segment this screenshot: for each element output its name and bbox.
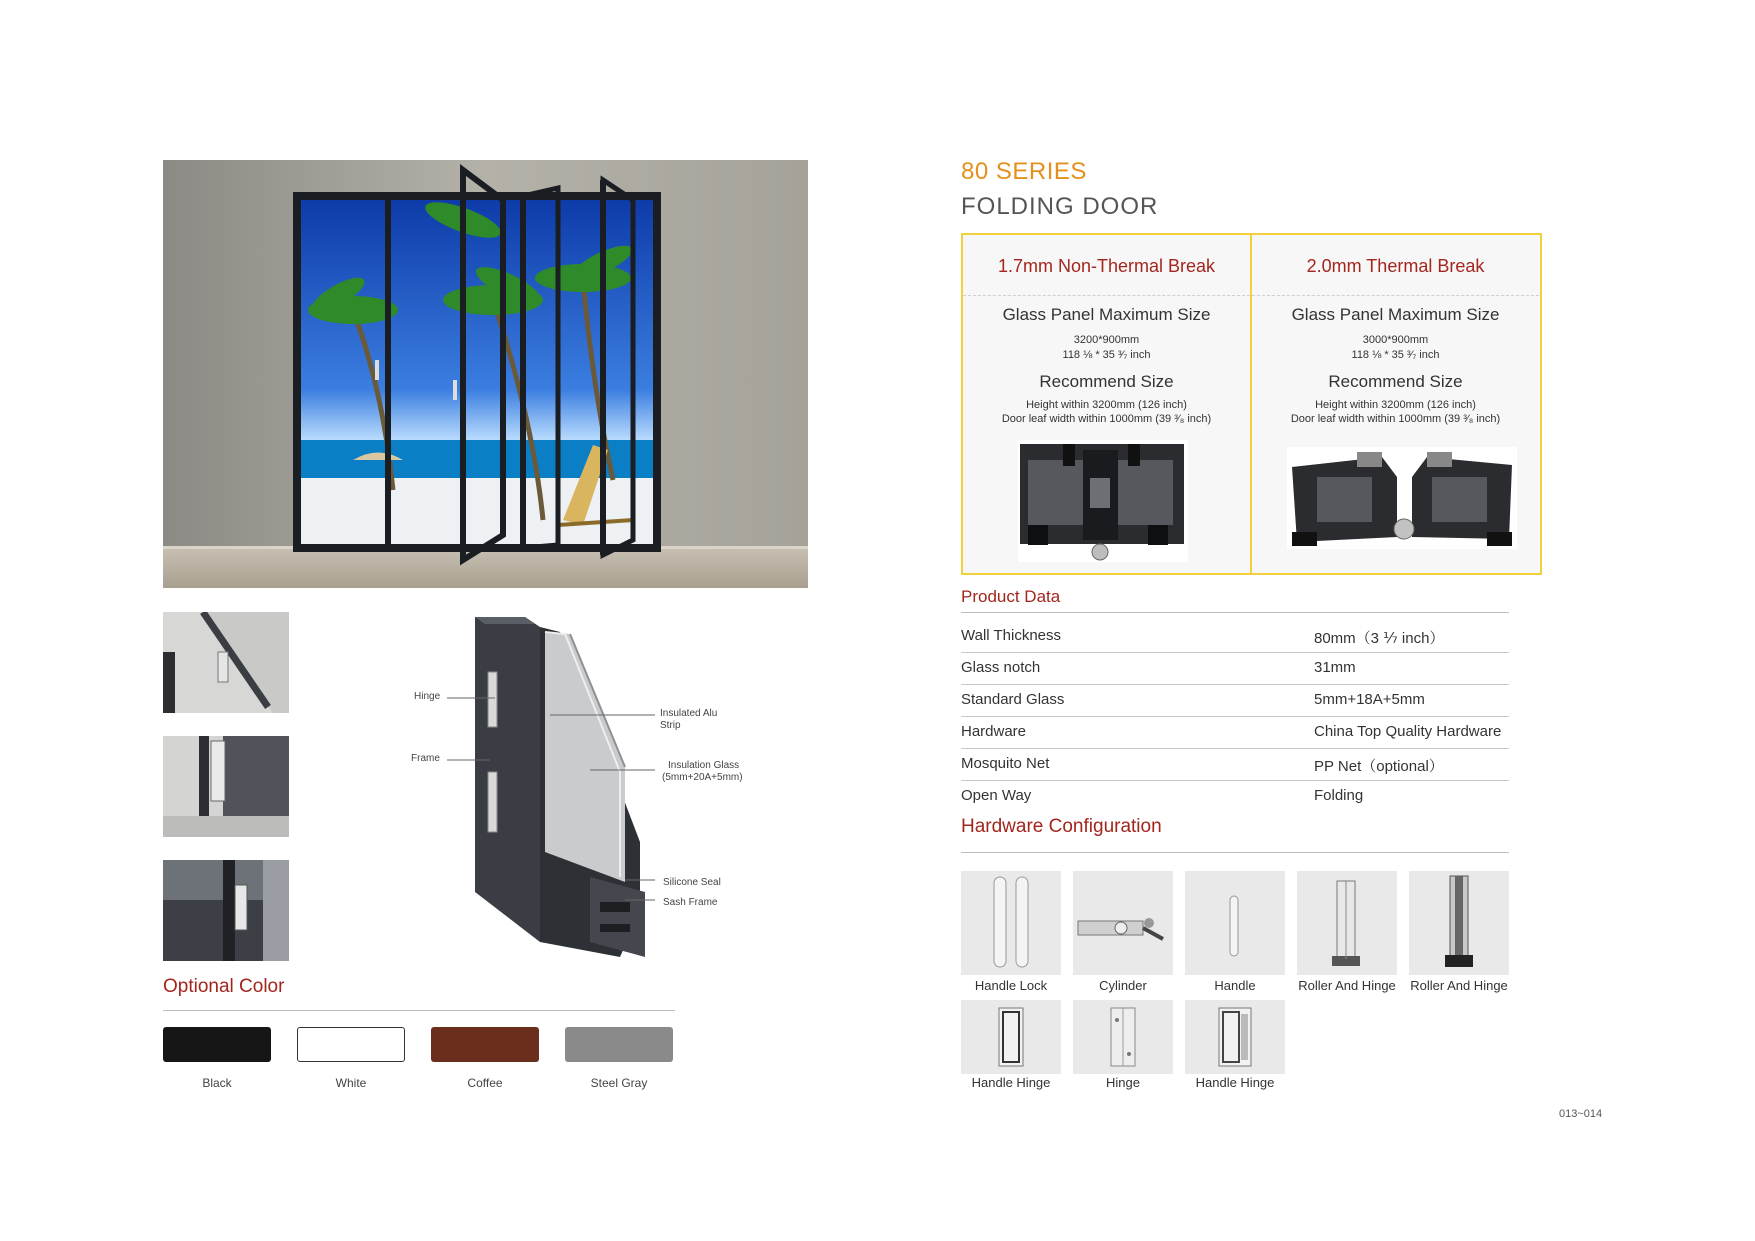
spec-option-title: 1.7mm Non-Thermal Break	[997, 256, 1216, 276]
row-label: Mosquito Net	[961, 755, 1050, 772]
detail-photo-3	[163, 860, 289, 961]
glass-size-inch: 118 ⅛ * 35 ³⁄₇ inch	[1062, 349, 1151, 361]
swatch-label-steel-gray: Steel Gray	[590, 1076, 648, 1090]
row-label: Open Way	[961, 787, 1032, 804]
hardware-config-title: Hardware Configuration	[961, 816, 1162, 837]
glass-size-title: Glass Panel Maximum Size	[1002, 305, 1211, 324]
handle-hinge-icon	[1185, 1000, 1285, 1074]
handle-lock-icon	[961, 871, 1061, 975]
handle-hinge-icon	[961, 1000, 1061, 1074]
label-sash-frame: Sash Frame	[663, 897, 718, 908]
product-data-row	[961, 620, 1509, 653]
swatch-label-coffee: Coffee	[467, 1076, 503, 1090]
swatch-steel-gray[interactable]	[565, 1027, 673, 1062]
profile-image-non-thermal	[1018, 440, 1188, 567]
product-data-title: Product Data	[961, 587, 1061, 606]
roller-hinge-icon	[1409, 871, 1509, 975]
label-insulation-glass-2: (5mm+20A+5mm)	[662, 772, 743, 783]
label-hinge: Hinge	[414, 691, 441, 702]
swatch-black[interactable]	[163, 1027, 271, 1062]
swatch-coffee[interactable]	[431, 1027, 539, 1062]
swatch-label-black: Black	[202, 1076, 232, 1090]
hardware-label: Handle Lock	[974, 978, 1048, 993]
recommend-width: Door leaf width within 1000mm (39 ³⁄₈ inch)	[1001, 413, 1212, 425]
recommend-width: Door leaf width within 1000mm (39 ³⁄₈ inch)	[1290, 413, 1501, 425]
row-value: China Top Quality Hardware	[1314, 723, 1502, 740]
label-insulated-strip-2: Strip	[660, 720, 681, 731]
product-data-row	[961, 684, 1509, 717]
recommend-size-title: Recommend Size	[1328, 372, 1463, 391]
hardware-label: Roller And Hinge	[1410, 978, 1508, 993]
product-data-row	[961, 652, 1509, 685]
glass-size-title: Glass Panel Maximum Size	[1291, 305, 1500, 324]
diagram-callout-lines	[445, 690, 695, 920]
label-silicone-seal: Silicone Seal	[663, 877, 721, 888]
product-data-row	[961, 716, 1509, 749]
row-label: Hardware	[961, 723, 1027, 740]
hero-photo-folding-door	[163, 160, 808, 588]
hardware-label: Cylinder	[1099, 978, 1147, 993]
spec-option-title: 2.0mm Thermal Break	[1306, 256, 1485, 276]
hardware-label: Handle Hinge	[1195, 1075, 1275, 1090]
detail-photo-1	[163, 612, 289, 713]
divider	[961, 612, 1509, 613]
roller-hinge-icon	[1297, 871, 1397, 975]
divider	[163, 1010, 675, 1011]
optional-color-title: Optional Color	[163, 976, 285, 997]
label-insulation-glass-1: Insulation Glass	[668, 760, 740, 771]
page-number: 013~014	[1559, 1108, 1603, 1120]
glass-size-mm: 3200*900mm	[1073, 334, 1140, 346]
dashed-divider	[963, 295, 1250, 296]
row-value: Folding	[1314, 787, 1364, 804]
row-value: 80mm（3 ⅐ inch）	[1314, 630, 1445, 647]
detail-photo-2	[163, 736, 289, 837]
row-value: PP Net（optional）	[1314, 758, 1444, 775]
hardware-label: Handle	[1214, 978, 1256, 993]
glass-size-mm: 3000*900mm	[1362, 334, 1429, 346]
hardware-label: Roller And Hinge	[1298, 978, 1396, 993]
recommend-height: Height within 3200mm (126 inch)	[1315, 399, 1476, 411]
row-value: 31mm	[1314, 659, 1356, 676]
product-data-row	[961, 748, 1509, 781]
product-data-row	[961, 780, 1509, 812]
glass-size-inch: 118 ⅛ * 35 ³⁄₇ inch	[1351, 349, 1440, 361]
label-frame: Frame	[411, 753, 440, 764]
row-label: Wall Thickness	[961, 627, 1062, 644]
hinge-icon	[1073, 1000, 1173, 1074]
swatch-white[interactable]	[297, 1027, 405, 1062]
divider	[961, 852, 1509, 853]
profile-image-thermal-break	[1287, 447, 1517, 554]
hardware-label: Handle Hinge	[971, 1075, 1051, 1090]
label-insulated-strip-1: Insulated Alu	[660, 708, 718, 719]
recommend-size-title: Recommend Size	[1039, 372, 1174, 391]
recommend-height: Height within 3200mm (126 inch)	[1026, 399, 1187, 411]
dashed-divider	[1252, 295, 1539, 296]
row-label: Standard Glass	[961, 691, 1065, 708]
product-title: FOLDING DOOR	[961, 193, 1159, 220]
cylinder-icon	[1073, 871, 1173, 975]
row-label: Glass notch	[961, 659, 1041, 676]
hardware-label: Hinge	[1106, 1075, 1140, 1090]
series-title: 80 SERIES	[961, 158, 1087, 185]
row-value: 5mm+18A+5mm	[1314, 691, 1425, 708]
handle-icon	[1185, 871, 1285, 975]
swatch-label-white: White	[335, 1076, 367, 1090]
